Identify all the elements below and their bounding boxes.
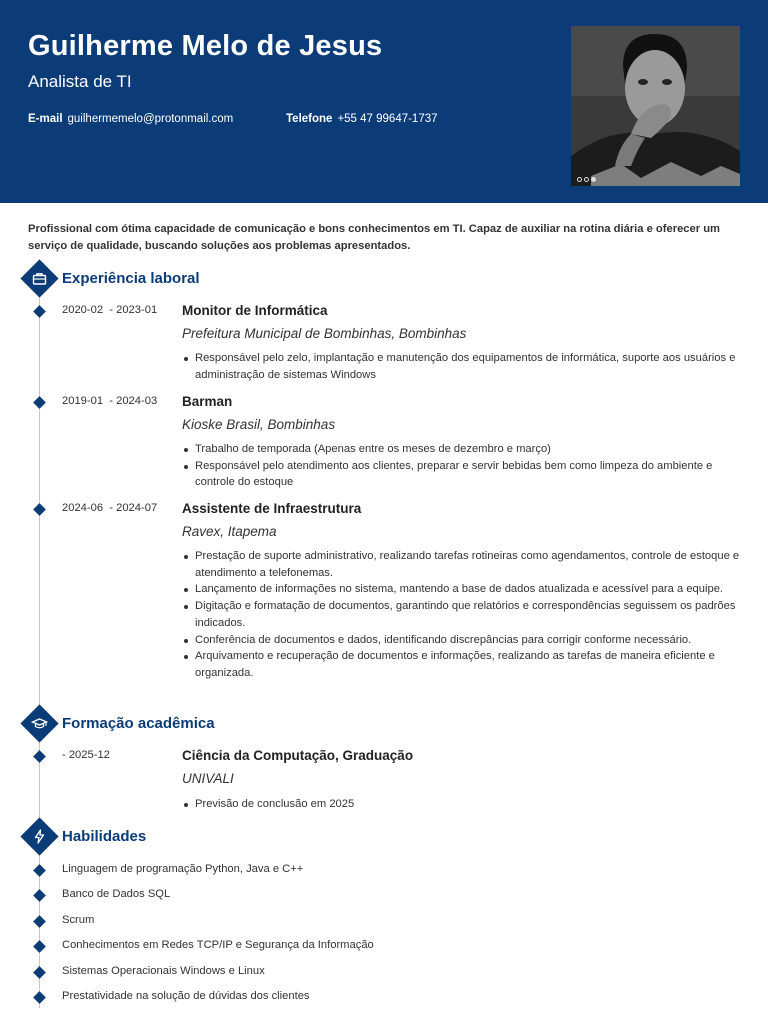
- education-degree: Ciência da Computação, Graduação: [182, 748, 414, 763]
- email-label: E-mail: [28, 113, 63, 125]
- timeline-marker: [33, 940, 46, 953]
- timeline-marker: [33, 889, 46, 902]
- timeline-marker: [33, 750, 46, 763]
- profile-photo: [571, 26, 740, 186]
- education-school: UNIVALI: [182, 771, 234, 786]
- phone-value[interactable]: +55 47 99647-1737: [337, 113, 438, 125]
- education-section-icon: [20, 704, 58, 742]
- skill-item: Banco de Dados SQL: [62, 888, 171, 900]
- job-bullet: Trabalho de temporada (Apenas entre os meses de dezembro e março): [182, 441, 742, 458]
- job-bullet: Arquivamento e recuperação de documentos e informações, realizando as tarefas de maneira eficiente e organizada.: [182, 648, 742, 681]
- carousel-dots[interactable]: [577, 177, 596, 182]
- job-bullet: Digitação e formatação de documentos, garantindo que relatórios e correspondências seguissem os padrões indicados.: [182, 598, 742, 631]
- timeline-line: [39, 290, 40, 710]
- job-bullet: Prestação de suporte administrativo, realizando tarefas rotineiras como agendamentos, controle de estoque e atendimento a telefonemas.: [182, 548, 742, 581]
- timeline-marker: [33, 915, 46, 928]
- contact-phone: [286, 113, 438, 125]
- profile-summary: Profissional com ótima capacidade de comunicação e bons conhecimentos em TI. Capaz de auxiliar na rotina diária e oferecer um serviço de qualidade, buscando soluções aos problemas apresentados.: [28, 223, 720, 252]
- job-dates: 2020-02 - 2023-01: [62, 304, 158, 316]
- education-bullets: [182, 796, 742, 813]
- carousel-dot-active[interactable]: [591, 177, 596, 182]
- skills-section-title: Habilidades: [62, 828, 147, 845]
- carousel-dot[interactable]: [577, 177, 582, 182]
- job-title: Barman: [182, 394, 233, 409]
- header: [0, 0, 768, 203]
- skill-item: Prestatividade na solução de dúvidas dos clientes: [62, 990, 310, 1002]
- job-dates: 2019-01 - 2024-03: [62, 395, 158, 407]
- job-bullet: Lançamento de informações no sistema, mantendo a base de dados atualizada e acessível para a equipe.: [182, 581, 742, 598]
- education-dates: - 2025-12: [62, 749, 110, 761]
- timeline-marker: [33, 396, 46, 409]
- carousel-dot[interactable]: [584, 177, 589, 182]
- timeline-line: [39, 735, 40, 825]
- job-company: Ravex, Itapema: [182, 524, 277, 539]
- timeline-marker: [33, 503, 46, 516]
- profile-photo-image: [571, 26, 740, 186]
- education-section-title: Formação acadêmica: [62, 715, 215, 732]
- education-bullet: Previsão de conclusão em 2025: [182, 796, 742, 813]
- briefcase-icon: [31, 270, 48, 287]
- job-bullet: Conferência de documentos e dados, identificando discrepâncias para corrigir conforme necessário.: [182, 632, 742, 649]
- skill-item: Sistemas Operacionais Windows e Linux: [62, 965, 265, 977]
- contact-email: [28, 113, 233, 125]
- timeline-marker: [33, 966, 46, 979]
- lightning-icon: [31, 828, 48, 845]
- phone-label: Telefone: [286, 113, 333, 125]
- graduation-cap-icon: [31, 715, 48, 732]
- skills-section-icon: [20, 817, 58, 855]
- candidate-role: Analista de TI: [28, 72, 132, 91]
- job-bullets: [182, 548, 742, 682]
- skill-item: Conhecimentos em Redes TCP/IP e Segurança da Informação: [62, 939, 374, 951]
- timeline-marker: [33, 305, 46, 318]
- timeline-marker: [33, 991, 46, 1004]
- timeline-marker: [33, 864, 46, 877]
- job-bullet: Responsável pelo atendimento aos clientes, preparar e servir bebidas bem como limpeza do ambiente e controle do estoque: [182, 458, 742, 491]
- job-title: Assistente de Infraestrutura: [182, 501, 362, 516]
- job-company: Prefeitura Municipal de Bombinhas, Bombinhas: [182, 326, 467, 341]
- job-bullets: [182, 441, 742, 491]
- experience-section-title: Experiência laboral: [62, 270, 200, 287]
- email-value[interactable]: guilhermemelo@protonmail.com: [67, 113, 234, 125]
- candidate-name: Guilherme Melo de Jesus: [28, 30, 383, 62]
- skill-item: Linguagem de programação Python, Java e C++: [62, 863, 304, 875]
- job-bullets: [182, 350, 742, 383]
- experience-section-icon: [20, 259, 58, 297]
- skill-item: Scrum: [62, 914, 95, 926]
- job-dates: 2024-06 - 2024-07: [62, 502, 158, 514]
- job-company: Kioske Brasil, Bombinhas: [182, 417, 336, 432]
- job-title: Monitor de Informática: [182, 303, 328, 318]
- job-bullet: Responsável pelo zelo, implantação e manutenção dos equipamentos de informática, suporte aos usuários e administração de sistemas Windows: [182, 350, 742, 383]
